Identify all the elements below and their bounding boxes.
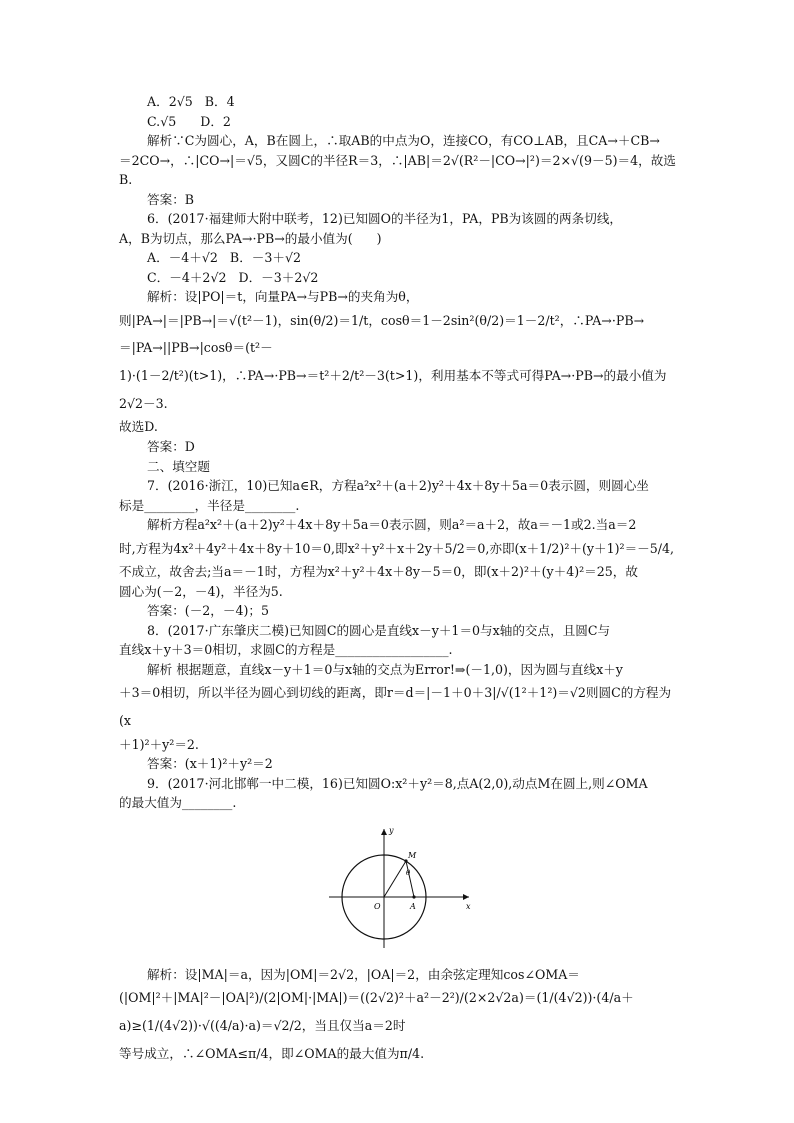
question-line: A，B为切点，那么PA→·PB→的最小值为( ) xyxy=(119,230,382,246)
solution-line: 解析 根据题意，直线x－y＋1＝0与x轴的交点为Error!⇒(－1,0)，因为圆与直线x＋y xyxy=(147,661,623,677)
solution-line: 则|PA→|＝|PB→|＝√(t²－1)，sin(θ/2)＝1/t，cosθ＝1－2sin²(θ/2)＝1－2/t²，∴PA→·PB→＝|PA→||PB→|cosθ＝(t²－ xyxy=(119,312,645,356)
angle-theta-label: θ xyxy=(406,868,411,877)
option-line: C．－4＋2√2 D．－3＋2√2 xyxy=(147,269,319,285)
question-line: 标是________，半径是________. xyxy=(119,497,300,513)
x-axis-arrow-icon xyxy=(463,894,469,900)
answer-line: 答案：(x＋1)²＋y²＝2 xyxy=(147,756,273,772)
solution-line: 时,方程为4x²＋4y²＋4x＋8y＋10＝0,即x²＋y²＋x＋2y＋5/2＝0,亦即(x＋1/2)²＋(y＋1)²＝－5/4, xyxy=(119,540,675,556)
origin-label: O xyxy=(374,901,381,911)
point-a-label: A xyxy=(410,901,416,911)
solution-line: 不成立，故舍去;当a＝－1时，方程为x²＋y²＋4x＋8y－5＝0，即(x＋2)²＋(y＋4)²＝25，故 xyxy=(119,564,638,580)
question-line: 的最大值为________. xyxy=(119,795,237,811)
document-page xyxy=(119,92,679,1067)
segment-om xyxy=(384,861,406,897)
question-line: 8．(2017·广东肇庆二模)已知圆C的圆心是直线x－y＋1＝0与x轴的交点，且圆C与 xyxy=(147,622,611,638)
solution-line: 解析：设|PO|＝t，向量PA→与PB→的夹角为θ， xyxy=(147,289,419,305)
x-axis-label: x xyxy=(466,901,471,911)
solution-line: 1)·(1－2/t²)(t>1)，∴PA→·PB→＝t²＋2/t²－3(t>1)，利用基本不等式可得PA→·PB→的最小值为2√2－3. xyxy=(119,368,667,411)
solution-line: 故选D. xyxy=(119,419,158,435)
solution-line: 解析∵C为圆心，A，B在圆上，∴取AB的中点为O，连接CO，有CO⊥AB，且CA→＋CB→ xyxy=(147,133,660,149)
solution-line: ＝2CO→，∴|CO→|＝√5，又圆C的半径R＝3，∴|AB|＝2√(R²－|CO→|²)＝2×√(9－5)＝4，故选B. xyxy=(119,152,676,188)
section-heading: 二、填空题 xyxy=(147,458,210,474)
solution-line: 圆心为(－2，－4)，半径为5. xyxy=(119,583,283,599)
question-line: 直线x＋y＋3＝0相切，求圆C的方程是__________________. xyxy=(119,642,453,658)
option-line: C.√5 D．2 xyxy=(147,113,231,129)
option-line: A．－4＋√2 B．－3＋√2 xyxy=(147,250,302,266)
answer-line: 答案：B xyxy=(147,191,195,207)
point-a xyxy=(412,895,415,898)
circle-diagram xyxy=(324,823,474,953)
y-axis-label: y xyxy=(389,825,394,835)
point-m-label: M xyxy=(408,850,417,860)
option-line: A．2√5 B．4 xyxy=(147,94,235,109)
question-line: 6．(2017·福建师大附中联考，12)已知圆O的半径为1，PA，PB为该圆的两条切线， xyxy=(147,211,623,227)
answer-line: 答案：D xyxy=(147,439,195,454)
answer-line: 答案：(－2，－4)；5 xyxy=(147,603,270,619)
solution-line: 解析方程a²x²＋(a＋2)y²＋4x＋8y＋5a＝0表示圆，则a²＝a＋2，故a＝－1或2.当a＝2 xyxy=(147,517,637,533)
solution-line: (|OM|²＋|MA|²－|OA|²)/(2|OM|·|MA|)＝((2√2)²＋a²－2²)/(2×2√2a)＝(1/(4√2))·(4/a＋a)≥(1/(4√2))·√((4/a)·a)＝√2/2，当且仅当a＝2时 xyxy=(119,990,634,1034)
circle-figure xyxy=(119,823,679,953)
solution-line: ＋1)²＋y²＝2. xyxy=(119,736,199,752)
solution-line: 等号成立，∴∠OMA≤π/4，即∠OMA的最大值为π/4. xyxy=(119,1045,425,1061)
solution-line: 解析：设|MA|＝a，因为|OM|＝2√2，|OA|＝2，由余弦定理知cos∠OMA＝ xyxy=(147,966,580,982)
question-line: 9．(2017·河北邯郸一中二模，16)已知圆O:x²＋y²＝8,点A(2,0),动点M在圆上,则∠OMA xyxy=(147,775,648,791)
solution-line: ＋3＝0相切，所以半径为圆心到切线的距离，即r＝d＝|－1＋0＋3|/√(1²＋1²)＝√2则圆C的方程为(x xyxy=(119,685,672,729)
y-axis-arrow-icon xyxy=(381,829,387,835)
question-line: 7．(2016·浙江，10)已知a∈R，方程a²x²＋(a＋2)y²＋4x＋8y＋5a＝0表示圆，则圆心坐 xyxy=(147,478,649,494)
